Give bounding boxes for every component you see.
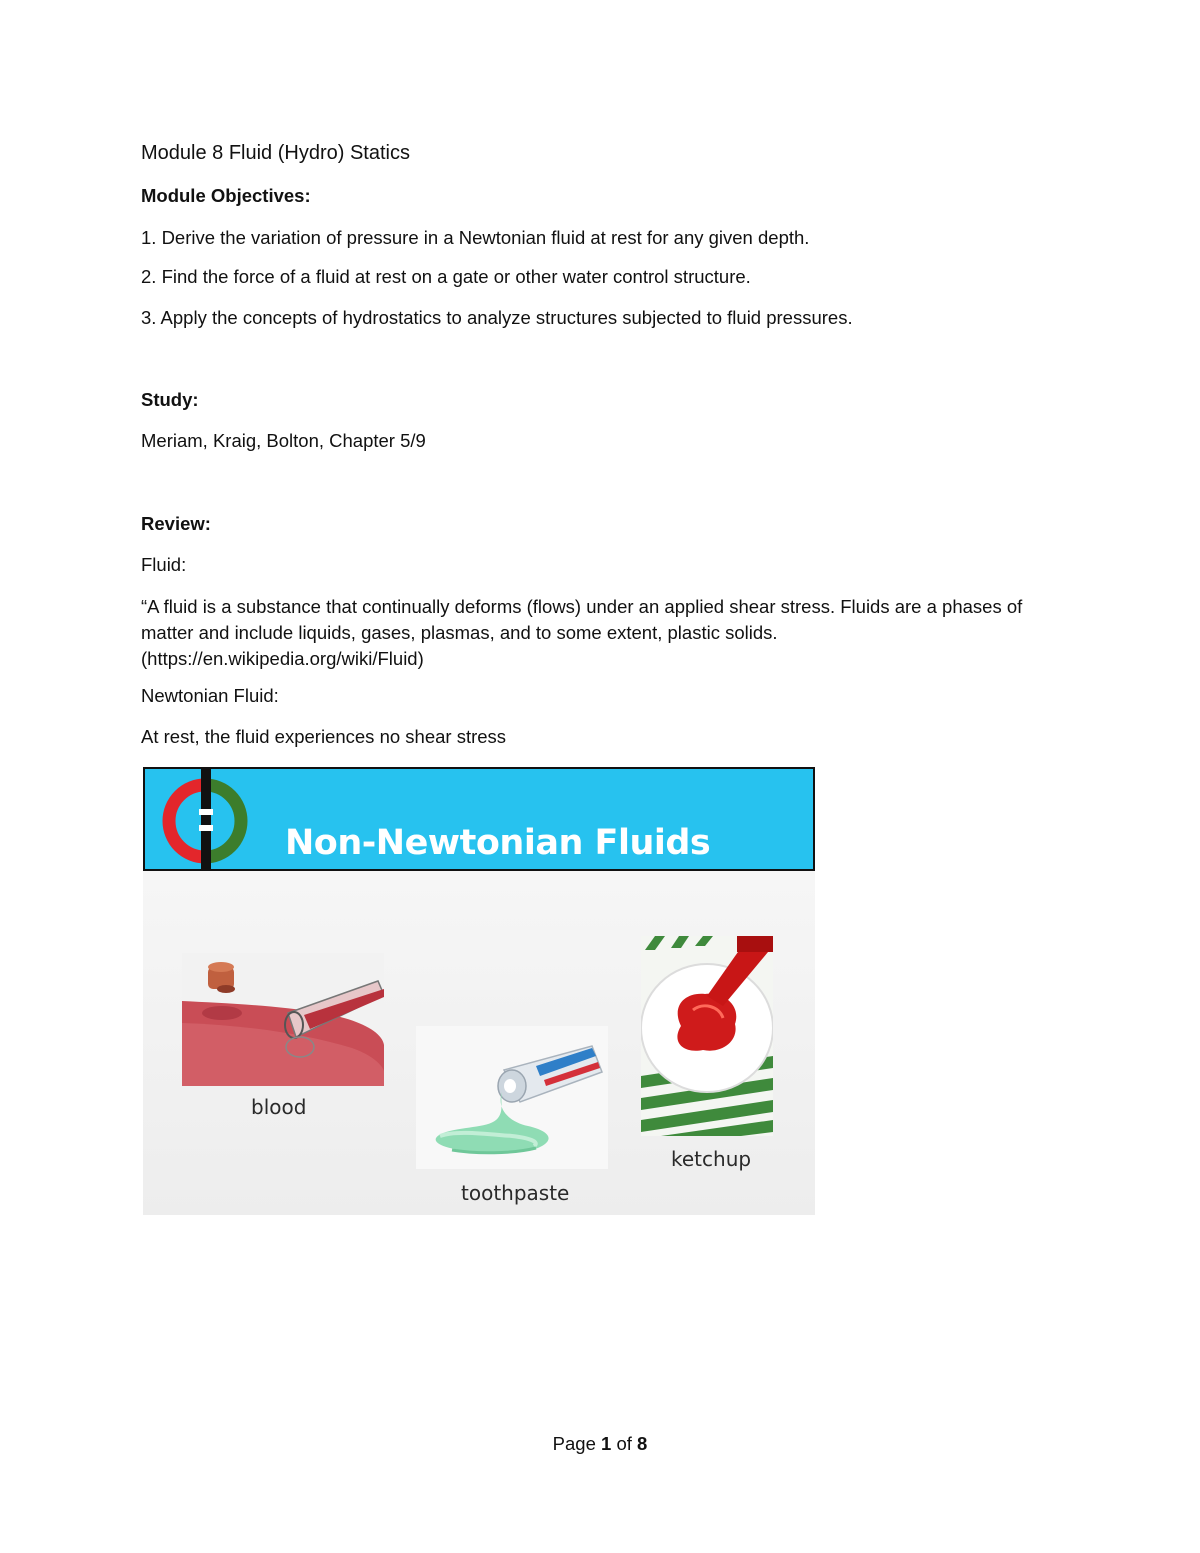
document-title: Module 8 Fluid (Hydro) Statics (141, 142, 410, 164)
figure-banner (143, 767, 815, 871)
page-current: 1 (601, 1433, 612, 1454)
newtonian-fluid-label: Newtonian Fluid: (141, 685, 279, 706)
fluid-label: Fluid: (141, 554, 187, 575)
study-reference: Meriam, Kraig, Bolton, Chapter 5/9 (141, 430, 426, 451)
fluid-logo-icon (149, 769, 259, 869)
ketchup-caption: ketchup (671, 1147, 752, 1171)
objective-item: 3. Apply the concepts of hydrostatics to analyze structures subjected to fluid pressures. (141, 307, 853, 328)
fluid-definition-quote: “A fluid is a substance that continually deforms (flows) under an applied shear stress. Fluids are a phases of matter and include liquids, gases, plasmas, and to some extent, plastic solids. (https://en.wikipedia.org/wiki/Fluid) (141, 596, 1023, 669)
blood-caption: blood (251, 1095, 307, 1119)
study-heading: Study: (141, 389, 199, 410)
toothpaste-photo (416, 1026, 608, 1169)
toothpaste-caption: toothpaste (461, 1181, 570, 1205)
review-heading: Review: (141, 513, 211, 534)
figure-banner-title: Non-Newtonian Fluids (285, 823, 711, 863)
toothpaste-image (416, 1026, 608, 1169)
figure-body (143, 871, 815, 1215)
non-newtonian-fluids-figure (143, 767, 815, 1215)
page-total: 8 (637, 1433, 648, 1454)
objective-item: 2. Find the force of a fluid at rest on a gate or other water control structure. (141, 266, 751, 287)
page-of: of (616, 1433, 632, 1454)
page-word: Page (552, 1433, 596, 1454)
ketchup-image (641, 936, 773, 1136)
objective-item: 1. Derive the variation of pressure in a Newtonian fluid at rest for any given depth. (141, 227, 810, 248)
ketchup-photo (641, 936, 773, 1136)
newtonian-fluid-text: At rest, the fluid experiences no shear stress (141, 726, 507, 747)
blood-photo (182, 953, 384, 1086)
objectives-heading: Module Objectives: (141, 185, 311, 206)
page-number (0, 1433, 1200, 1455)
blood-image (182, 953, 384, 1086)
